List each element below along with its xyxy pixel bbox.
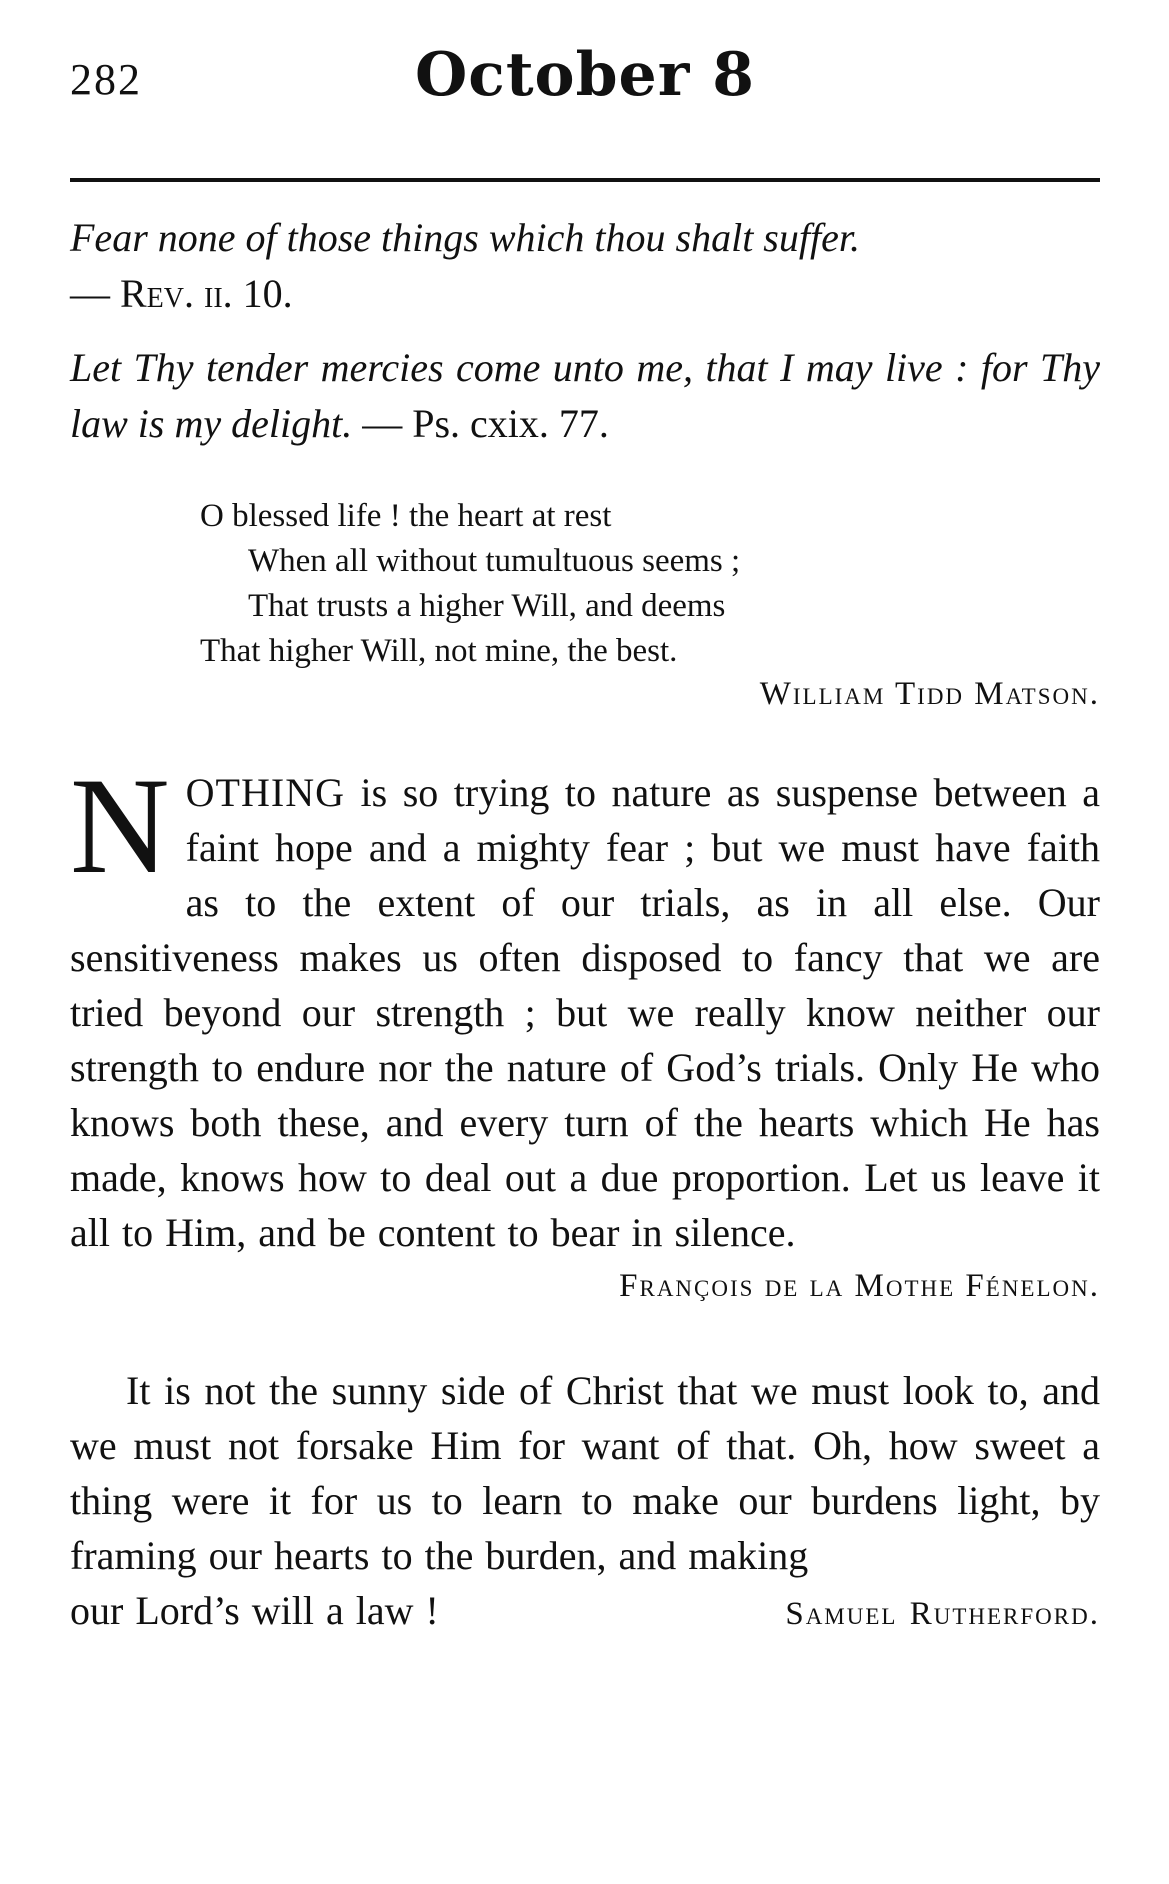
passage-text: our Lord’s will a law ! bbox=[70, 1588, 439, 1633]
poem-line bbox=[200, 539, 1100, 584]
passage bbox=[70, 749, 1100, 1260]
poem-line-text: When all without tumultuous seems ; bbox=[248, 543, 741, 579]
poem-attribution: William Tidd Matson. bbox=[759, 676, 1100, 712]
poem-line-text: O blessed life ! the heart at rest bbox=[200, 498, 612, 534]
poem-line-text: That trusts a higher Will, and deems bbox=[248, 588, 726, 624]
verse-reference: — Rev. ii. 10. bbox=[70, 271, 293, 316]
scripture-verse bbox=[70, 340, 1100, 452]
poem-line bbox=[200, 494, 1100, 539]
scripture-verse bbox=[70, 210, 1100, 322]
passage-last-line bbox=[70, 1583, 1100, 1642]
poem-line-text: That higher Will, not mine, the best. bbox=[200, 633, 678, 669]
page-header bbox=[70, 40, 1100, 110]
verse-text: Let Thy tender mercies come unto me, that I may live : for Thy law is my delight. bbox=[70, 345, 1100, 446]
passage-text: It is not the sunny side of Christ that we must look to, and we must not forsake Him for want of that. Oh, how sweet a thing were it for us to learn to make our burdens light, by framing our hearts to the burden, and making bbox=[70, 1368, 1100, 1578]
lead-word: OTHING bbox=[185, 770, 345, 815]
page-title: October 8 bbox=[415, 40, 755, 110]
passage-text: is so trying to nature as suspense between a faint hope and a mighty fear ; but we must have faith as to the extent of our trials, as in all else. Our sensitiveness makes us often disposed to fancy that we are tried beyond our strength ; but we really know neither our strength to endure nor the nature of God’s trials. Only He who knows both these, and every turn of the hearts which He has made, knows how to deal out a due proportion. Let us leave it all to Him, and be content to bear in silence. bbox=[70, 770, 1100, 1255]
verse-text: Fear none of those things which thou shalt suffer. bbox=[70, 215, 860, 260]
poem bbox=[200, 494, 1100, 674]
page-number: 282 bbox=[70, 55, 142, 104]
poem-line bbox=[200, 584, 1100, 629]
passage-attribution: Samuel Rutherford. bbox=[785, 1596, 1100, 1632]
header-rule bbox=[70, 178, 1100, 182]
book-page bbox=[70, 40, 1100, 1642]
verse-reference: — Ps. cxix. 77. bbox=[362, 401, 609, 446]
drop-cap: N bbox=[70, 749, 170, 902]
passage bbox=[70, 1363, 1100, 1583]
passage-attribution: François de la Mothe Fénelon. bbox=[619, 1268, 1100, 1304]
poem-line bbox=[200, 629, 1100, 674]
